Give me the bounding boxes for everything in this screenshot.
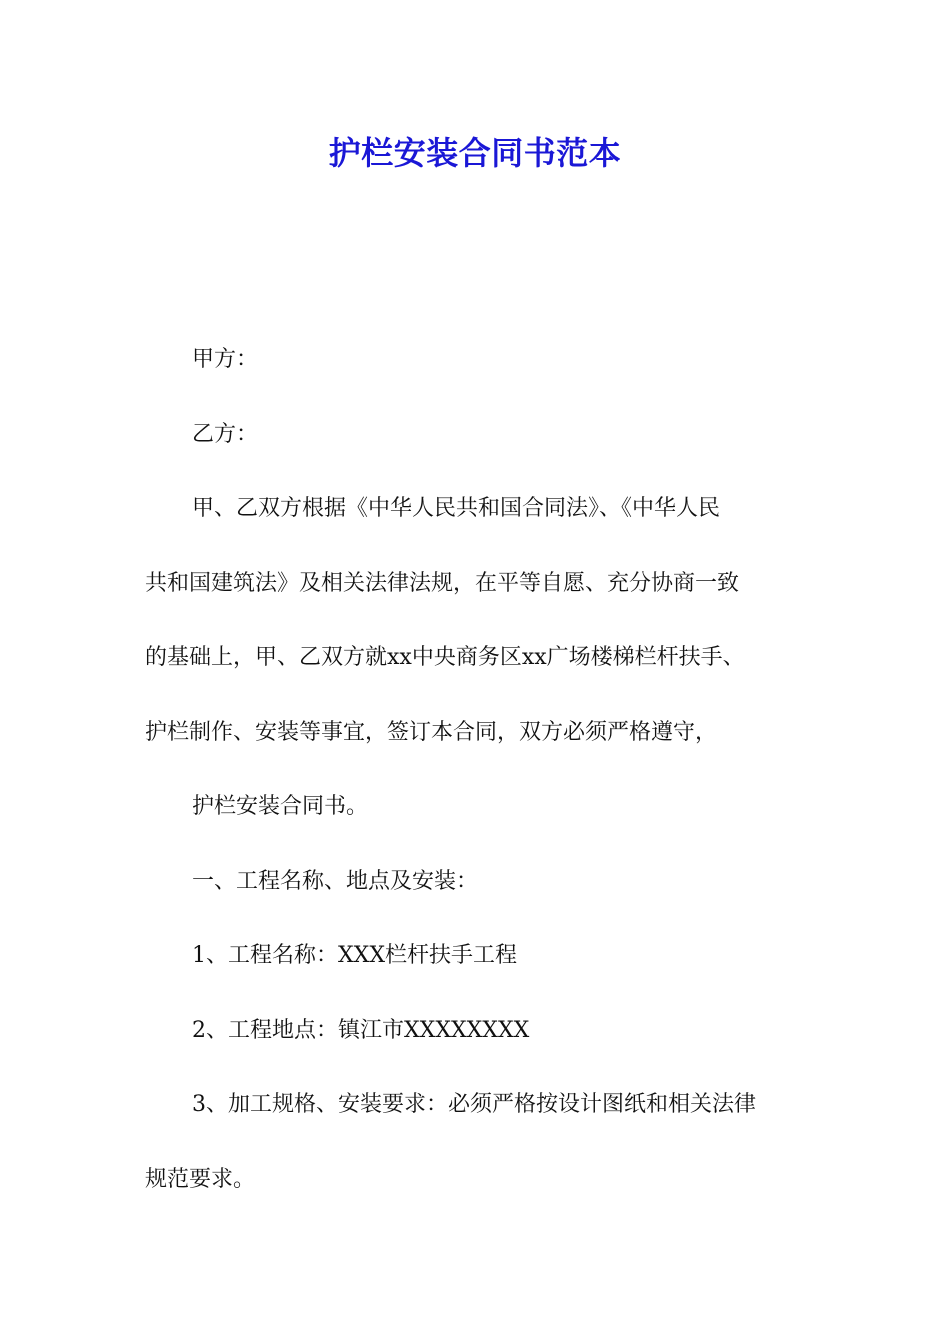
intro-line-1: 甲、乙双方根据《中华人民共和国合同法》、《中华人民 bbox=[192, 496, 721, 521]
document-body bbox=[145, 323, 810, 1217]
intro-line-4: 护栏制作、安装等事宜，签订本合同，双方必须严格遵守， bbox=[145, 719, 718, 745]
document-title: 护栏安装合同书范本 bbox=[328, 134, 622, 172]
intro-line-2: 共和国建筑法》及相关法律法规，在平等自愿、充分协商一致 bbox=[145, 570, 740, 596]
subtitle-line: 护栏安装合同书。 bbox=[192, 794, 369, 819]
item-3-requirements-line-1: 3、加工规格、安装要求：必须严格按设计图纸和相关法律 bbox=[192, 1092, 756, 1117]
intro-line-3: 的基础上，甲、乙双方就xx中央商务区xx广场楼梯栏杆扶手、 bbox=[145, 645, 745, 670]
item-1-project-name: 1、工程名称：XXX栏杆扶手工程 bbox=[192, 943, 517, 968]
party-a-line: 甲方： bbox=[192, 347, 259, 372]
party-b-line: 乙方： bbox=[192, 421, 259, 447]
item-2-project-location: 2、工程地点：镇江市XXXXXXXX bbox=[192, 1017, 530, 1043]
item-3-requirements-line-2: 规范要求。 bbox=[145, 1166, 256, 1192]
section-1-heading: 一、工程名称、地点及安装： bbox=[192, 868, 479, 894]
